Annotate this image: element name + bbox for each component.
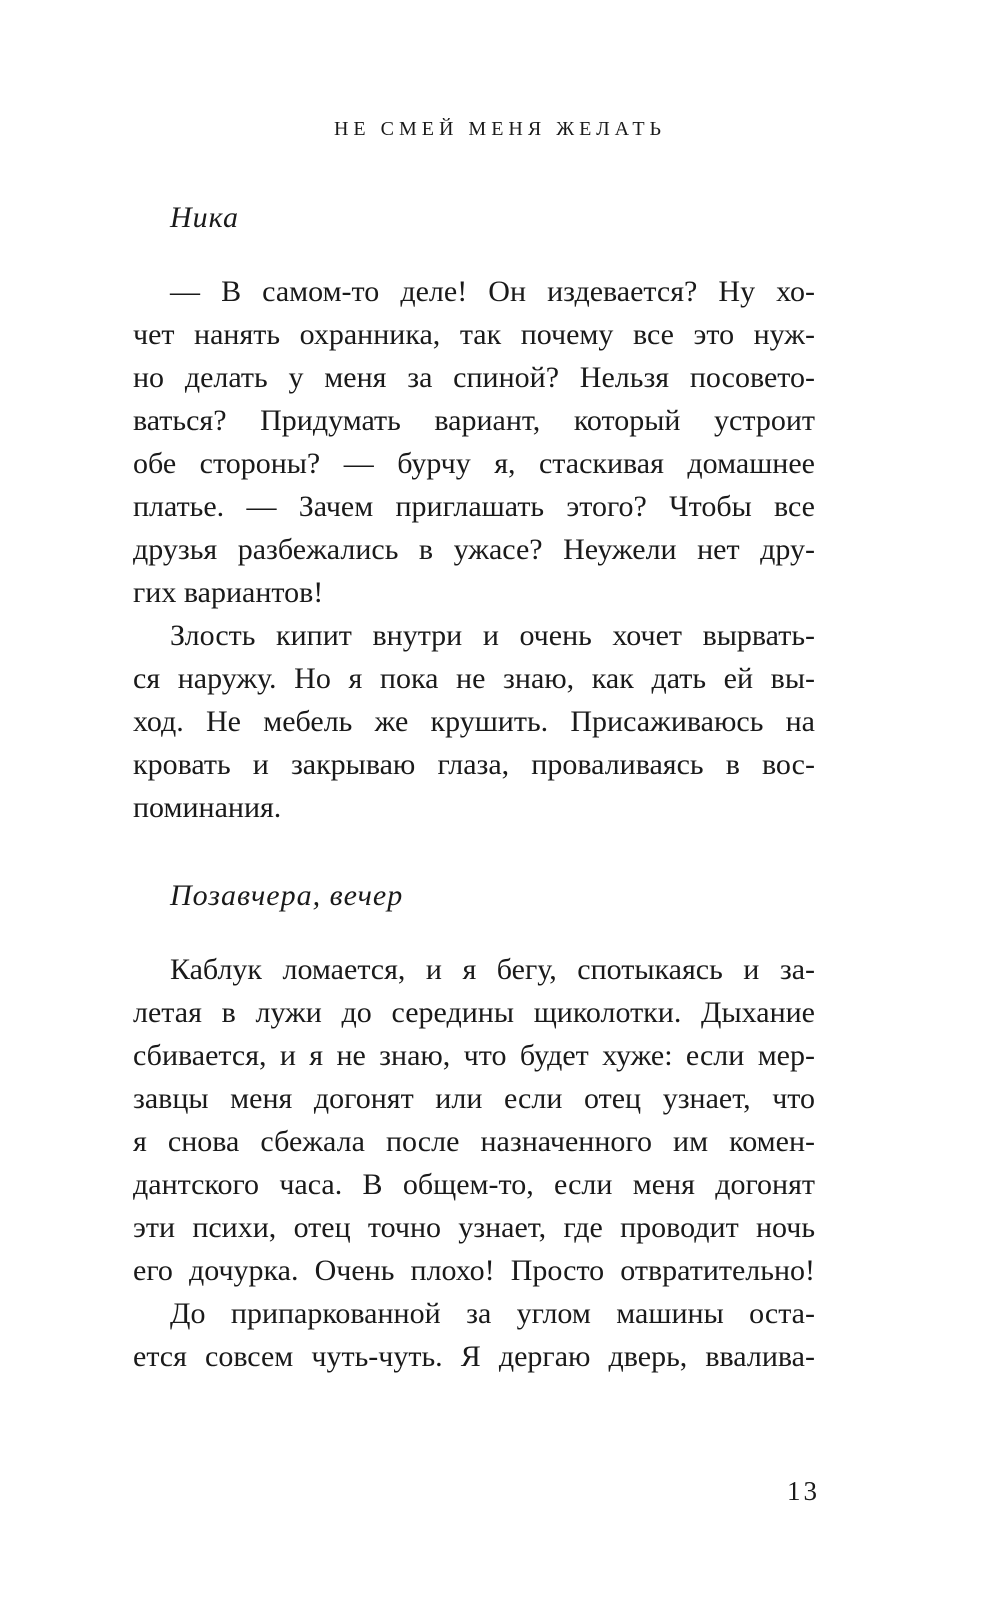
text-line: Каблук ломается, и я бегу, спотыкаясь и за- bbox=[170, 953, 815, 986]
text-line: я снова сбежала после назначенного им комен- bbox=[133, 1125, 815, 1158]
text-line: чет нанять охранника, так почему все это нуж- bbox=[133, 318, 815, 351]
text-line: ется совсем чуть-чуть. Я дергаю дверь, ввалива- bbox=[133, 1340, 815, 1373]
text-line: платье. — Зачем приглашать этого? Чтобы все bbox=[133, 490, 815, 523]
text-line: но делать у меня за спиной? Нельзя посовето- bbox=[133, 361, 815, 394]
text-line: сбивается, и я не знаю, что будет хуже: если мер- bbox=[133, 1039, 815, 1072]
text-line: завцы меня догонят или если отец узнает, что bbox=[133, 1082, 815, 1115]
text-line: ход. Не мебель же крушить. Присаживаюсь на bbox=[133, 705, 815, 738]
text-line: эти психи, отец точно узнает, где проводит ночь bbox=[133, 1211, 815, 1244]
text-line: летая в лужи до середины щиколотки. Дыхание bbox=[133, 996, 815, 1029]
text-line: его дочурка. Очень плохо! Просто отвратительно! bbox=[133, 1254, 815, 1287]
text-line: Злость кипит внутри и очень хочет вырвать- bbox=[170, 619, 815, 652]
page-number: 13 bbox=[787, 1476, 820, 1506]
text-line: дантского часа. В общем-то, если меня догонят bbox=[133, 1168, 815, 1201]
text-line: друзья разбежались в ужасе? Неужели нет дру- bbox=[133, 533, 815, 566]
text-line: кровать и закрываю глаза, проваливаясь в вос- bbox=[133, 748, 815, 781]
section-title-nika: Ника bbox=[170, 201, 239, 234]
text-line: — В самом-то деле! Он издевается? Ну хо- bbox=[170, 275, 815, 308]
text-line: поминания. bbox=[133, 791, 282, 824]
text-line: ваться? Придумать вариант, который устроит bbox=[133, 404, 815, 437]
text-line: гих вариантов! bbox=[133, 576, 324, 609]
text-line: ся наружу. Но я пока не знаю, как дать ей вы- bbox=[133, 662, 815, 695]
text-line: обе стороны? — бурчу я, стаскивая домашнее bbox=[133, 447, 815, 480]
text-line: До припаркованной за углом машины оста- bbox=[170, 1297, 815, 1330]
section-title-day-before-yesterday: Позавчера, вечер bbox=[170, 879, 404, 912]
running-head: НЕ СМЕЙ МЕНЯ ЖЕЛАТЬ bbox=[333, 118, 667, 140]
